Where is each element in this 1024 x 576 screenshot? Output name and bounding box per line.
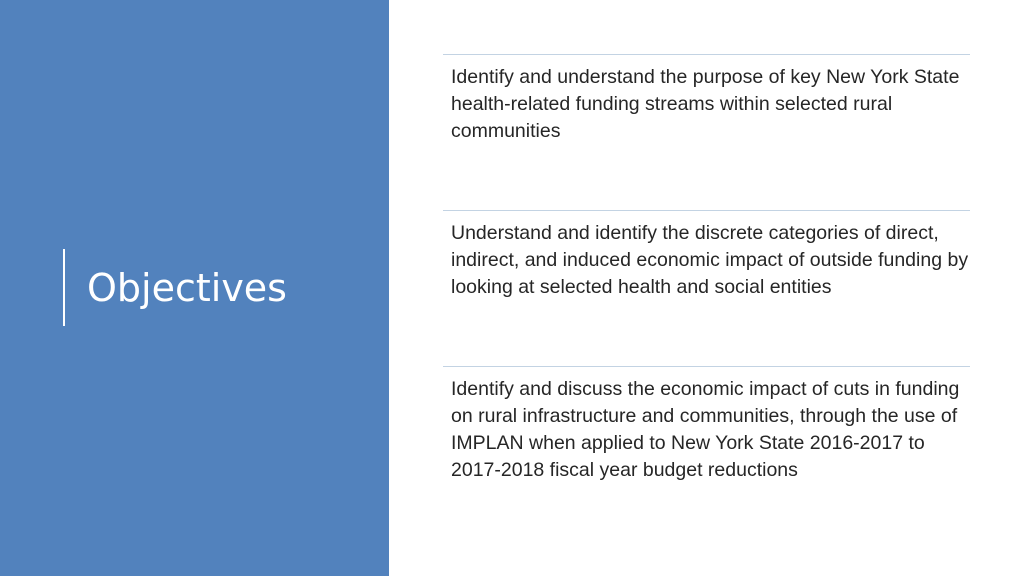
objective-text: Understand and identify the discrete categories of direct, indirect, and induced economic impact of outside funding by looking at selected health and social entities xyxy=(451,222,969,298)
objective-item xyxy=(443,366,970,522)
objective-text: Identify and understand the purpose of key New York State health-related funding streams within selected rural communities xyxy=(451,66,960,142)
objective-text: Identify and discuss the economic impact of cuts in funding on rural infrastructure and communities, through the use of IMPLAN when applied to New York State 2016-2017 to 2017-2018 fiscal year budget reductions xyxy=(451,378,960,481)
slide-title: Objectives xyxy=(87,266,287,310)
title-accent-line xyxy=(63,249,65,326)
objective-item xyxy=(443,210,970,366)
objectives-list xyxy=(443,54,970,522)
objective-item xyxy=(443,54,970,210)
title-panel xyxy=(0,0,389,576)
